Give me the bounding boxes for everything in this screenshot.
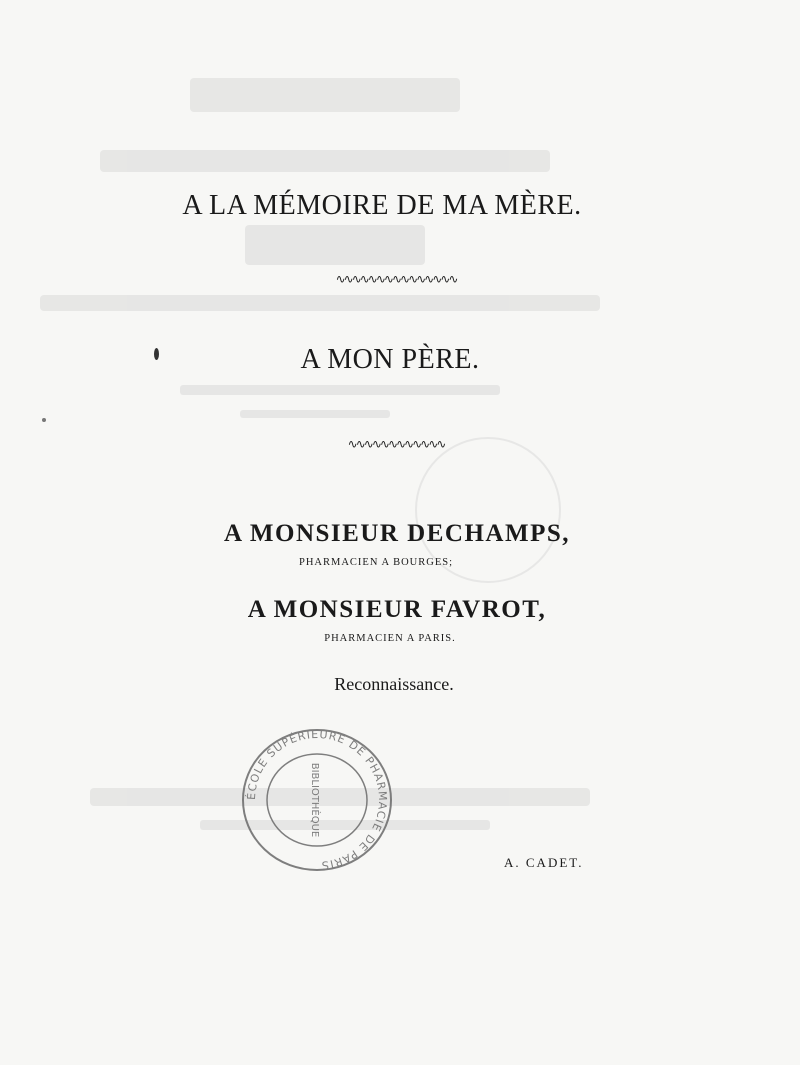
stamp-inner-text: BIBLIOTHÈQUE <box>309 762 320 838</box>
ornament-divider: ∿∿∿∿∿∿∿∿∿∿∿∿ <box>347 437 445 451</box>
dedicatee-favrot: A MONSIEUR FAVROT, <box>247 596 547 623</box>
ink-speck <box>42 418 46 422</box>
dedicatee-favrot-role: PHARMACIEN A PARIS. <box>324 633 456 644</box>
dedication-mother: A LA MÉMOIRE DE MA MÈRE. <box>182 190 582 221</box>
library-stamp <box>237 725 397 875</box>
stamp-outer-text: ÉCOLE SUPÉRIEURE DE PHARMACIE DE PARIS <box>244 727 390 872</box>
acknowledgement-text: Reconnaissance. <box>334 674 454 694</box>
ornament-divider: ∿∿∿∿∿∿∿∿∿∿∿∿∿∿∿ <box>335 272 457 286</box>
dedicatee-dechamps-role: PHARMACIEN A BOURGES; <box>298 557 454 568</box>
dedication-father: A MON PÈRE. <box>300 344 480 375</box>
author-signature: A. CADET. <box>504 855 584 870</box>
dedicatee-dechamps: A MONSIEUR DECHAMPS, <box>224 520 570 547</box>
